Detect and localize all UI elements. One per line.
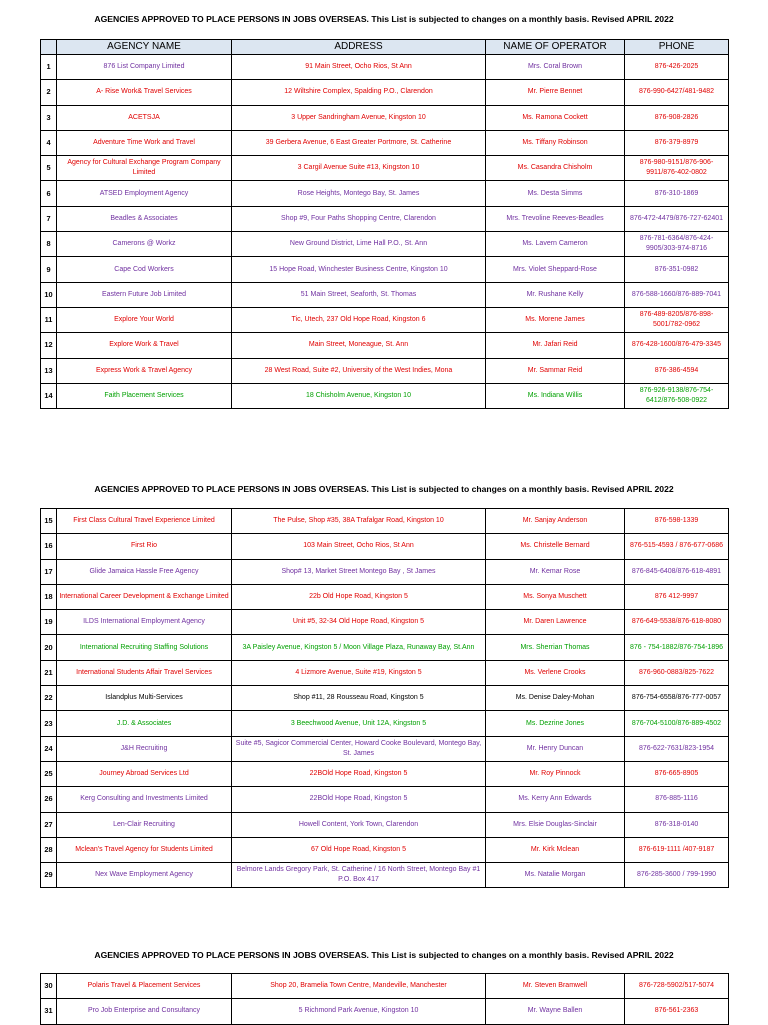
address-cell: Tic, Utech, 237 Old Hope Road, Kingston 6 (232, 307, 486, 332)
table-row (41, 509, 729, 534)
operator-cell: Ms. Tiffany Robinson (486, 130, 625, 155)
phone-cell: 876-885-1116 (625, 787, 729, 812)
row-number: 27 (41, 812, 57, 837)
address-cell: 4 Lizmore Avenue, Suite #19, Kingston 5 (232, 660, 486, 685)
phone-cell: 876-472-4479/876-727-62401 (625, 206, 729, 231)
address-cell: Shop #11, 28 Rousseau Road, Kingston 5 (232, 686, 486, 711)
operator-cell: Ms. Casandra Chisholm (486, 156, 625, 181)
address-cell: Unit #5, 32-34 Old Hope Road, Kingston 5 (232, 610, 486, 635)
phone-cell: 876-285-3600 / 799-1990 (625, 863, 729, 888)
phone-cell: 876 - 754-1882/876-754-1896 (625, 635, 729, 660)
phone-cell: 876-704-5100/876-889-4502 (625, 711, 729, 736)
operator-cell: Mrs. Elsie Douglas-Sinclair (486, 812, 625, 837)
row-number: 25 (41, 761, 57, 786)
agency-name-cell: Eastern Future Job Limited (57, 282, 232, 307)
address-cell: Rose Heights, Montego Bay, St. James (232, 181, 486, 206)
operator-cell: Mr. Daren Lawrence (486, 610, 625, 635)
table-row (41, 130, 729, 155)
operator-cell: Mr. Rushane Kelly (486, 282, 625, 307)
address-cell: 22b Old Hope Road, Kingston 5 (232, 584, 486, 609)
agency-table-1 (40, 39, 729, 409)
phone-cell: 876-379-8979 (625, 130, 729, 155)
operator-cell: Ms. Sonya Muschett (486, 584, 625, 609)
agency-name-cell: Islandplus Multi-Services (57, 686, 232, 711)
row-number: 18 (41, 584, 57, 609)
row-number: 1 (41, 55, 57, 80)
agency-name-cell: Nex Wave Employment Agency (57, 863, 232, 888)
table-row (41, 257, 729, 282)
table-row (41, 55, 729, 80)
address-cell: 15 Hope Road, Winchester Business Centre, Kingston 10 (232, 257, 486, 282)
address-cell: Shop #9, Four Paths Shopping Centre, Clarendon (232, 206, 486, 231)
operator-cell: Ms. Dezrine Jones (486, 711, 625, 736)
table-row (41, 181, 729, 206)
agency-table-2 (40, 508, 729, 888)
row-number: 13 (41, 358, 57, 383)
table-header-row (41, 40, 729, 55)
address-cell: 18 Chisholm Avenue, Kingston 10 (232, 383, 486, 408)
table-row (41, 660, 729, 685)
agency-name-cell: ACETSJA (57, 105, 232, 130)
phone-cell: 876-980-9151/876-906-9911/876-402-0802 (625, 156, 729, 181)
operator-cell: Ms. Christelle Bernard (486, 534, 625, 559)
agency-name-cell: Glide Jamaica Hassle Free Agency (57, 559, 232, 584)
operator-cell: Ms. Ramona Cockett (486, 105, 625, 130)
row-number: 26 (41, 787, 57, 812)
address-cell: 22BOld Hope Road, Kingston 5 (232, 761, 486, 786)
address-cell: 103 Main Street, Ocho Rios, St Ann (232, 534, 486, 559)
agency-name-cell: Journey Abroad Services Ltd (57, 761, 232, 786)
row-number: 5 (41, 156, 57, 181)
operator-cell: Mrs. Violet Sheppard-Rose (486, 257, 625, 282)
row-number: 10 (41, 282, 57, 307)
table-row (41, 610, 729, 635)
table-row (41, 358, 729, 383)
address-cell: 67 Old Hope Road, Kingston 5 (232, 837, 486, 862)
address-cell: Main Street, Moneague, St. Ann (232, 333, 486, 358)
operator-cell: Ms. Natalie Morgan (486, 863, 625, 888)
phone-cell: 876 412-9997 (625, 584, 729, 609)
operator-cell: Mr. Sanjay Anderson (486, 509, 625, 534)
phone-cell: 876-649-5538/876-618-8080 (625, 610, 729, 635)
phone-cell: 876-318-0140 (625, 812, 729, 837)
agency-name-cell: Pro Job Enterprise and Consultancy (57, 999, 232, 1024)
agency-name-cell: International Recruiting Staffing Solutions (57, 635, 232, 660)
address-cell: 5 Richmond Park Avenue, Kingston 10 (232, 999, 486, 1024)
phone-cell: 876-665-8905 (625, 761, 729, 786)
agency-name-cell: Adventure Time Work and Travel (57, 130, 232, 155)
row-number: 17 (41, 559, 57, 584)
phone-cell: 876-588-1660/876-889-7041 (625, 282, 729, 307)
operator-cell: Mrs. Coral Brown (486, 55, 625, 80)
address-cell: New Ground District, Lime Hall P.O., St. Ann (232, 232, 486, 257)
row-number: 2 (41, 80, 57, 105)
address-cell: 3 Upper Sandringham Avenue, Kingston 10 (232, 105, 486, 130)
row-number: 28 (41, 837, 57, 862)
operator-cell: Ms. Denise Daley-Mohan (486, 686, 625, 711)
address-cell: 22BOld Hope Road, Kingston 5 (232, 787, 486, 812)
row-number: 9 (41, 257, 57, 282)
phone-cell: 876-310-1869 (625, 181, 729, 206)
table-row (41, 559, 729, 584)
header-operator: NAME OF OPERATOR (486, 40, 625, 55)
row-number: 15 (41, 509, 57, 534)
row-number: 8 (41, 232, 57, 257)
row-number: 4 (41, 130, 57, 155)
page-heading-3: AGENCIES APPROVED TO PLACE PERSONS IN JOBS OVERSEAS. This List is subjected to changes on a monthly basis. Revised APRIL 2022 (94, 950, 674, 960)
agency-name-cell: First Class Cultural Travel Experience Limited (57, 509, 232, 534)
address-cell: 39 Gerbera Avenue, 6 East Greater Portmore, St. Catherine (232, 130, 486, 155)
table-row (41, 711, 729, 736)
phone-cell: 876-960-0883/825-7622 (625, 660, 729, 685)
agency-name-cell: J&H Recruiting (57, 736, 232, 761)
address-cell: Belmore Lands Gregory Park, St. Catherine / 16 North Street, Montego Bay #1 P.O. Box 417 (232, 863, 486, 888)
address-cell: Shop# 13, Market Street Montego Bay , St James (232, 559, 486, 584)
table-row (41, 282, 729, 307)
operator-cell: Mrs. Trevoline Reeves-Beadles (486, 206, 625, 231)
phone-cell: 876-515-4593 / 876-677-0686 (625, 534, 729, 559)
row-number: 7 (41, 206, 57, 231)
agency-name-cell: Len-Clair Recruiting (57, 812, 232, 837)
table-row (41, 863, 729, 888)
phone-cell: 876-489-8205/876-898-5001/782-0962 (625, 307, 729, 332)
agency-name-cell: Beadles & Associates (57, 206, 232, 231)
row-number: 30 (41, 974, 57, 999)
operator-cell: Mr. Pierre Bennet (486, 80, 625, 105)
address-cell: Suite #5, Sagicor Commercial Center, Howard Cooke Boulevard, Montego Bay, St. James (232, 736, 486, 761)
phone-cell: 876-561-2363 (625, 999, 729, 1024)
agency-name-cell: International Students Affair Travel Services (57, 660, 232, 685)
row-number: 31 (41, 999, 57, 1024)
header-agency-name: AGENCY NAME (57, 40, 232, 55)
agency-name-cell: Kerg Consulting and Investments Limited (57, 787, 232, 812)
agency-name-cell: J.D. & Associates (57, 711, 232, 736)
header-phone: PHONE (625, 40, 729, 55)
row-number: 14 (41, 383, 57, 408)
operator-cell: Mr. Sammar Reid (486, 358, 625, 383)
phone-cell: 876-728-5902/517-5074 (625, 974, 729, 999)
operator-cell: Mrs. Sherrian Thomas (486, 635, 625, 660)
address-cell: Shop 20, Bramelia Town Centre, Mandeville, Manchester (232, 974, 486, 999)
operator-cell: Ms. Morene James (486, 307, 625, 332)
phone-cell: 876-428-1600/876-479-3345 (625, 333, 729, 358)
table-row (41, 333, 729, 358)
table-row (41, 974, 729, 999)
header-index (41, 40, 57, 55)
table-row (41, 736, 729, 761)
agency-name-cell: Explore Your World (57, 307, 232, 332)
agency-name-cell: International Career Development & Exchange Limited (57, 584, 232, 609)
row-number: 22 (41, 686, 57, 711)
phone-cell: 876-990-6427/481-9482 (625, 80, 729, 105)
operator-cell: Ms. Verlene Crooks (486, 660, 625, 685)
agency-table-3 (40, 973, 729, 1025)
table-row (41, 307, 729, 332)
operator-cell: Mr. Steven Bramwell (486, 974, 625, 999)
table-row (41, 232, 729, 257)
row-number: 11 (41, 307, 57, 332)
agency-name-cell: Agency for Cultural Exchange Program Company Limited (57, 156, 232, 181)
agency-name-cell: Mclean's Travel Agency for Students Limited (57, 837, 232, 862)
phone-cell: 876-426-2025 (625, 55, 729, 80)
phone-cell: 876-781-6364/876-424-9905/303-974-8716 (625, 232, 729, 257)
operator-cell: Ms. Lavern Cameron (486, 232, 625, 257)
operator-cell: Mr. Roy Pinnock (486, 761, 625, 786)
table-row (41, 787, 729, 812)
table-row (41, 812, 729, 837)
header-address: ADDRESS (232, 40, 486, 55)
agency-name-cell: 876 List Company Limited (57, 55, 232, 80)
table-row (41, 156, 729, 181)
phone-cell: 876-351-0982 (625, 257, 729, 282)
agency-name-cell: Explore Work & Travel (57, 333, 232, 358)
phone-cell: 876-845-6408/876-618-4891 (625, 559, 729, 584)
row-number: 6 (41, 181, 57, 206)
table-row (41, 206, 729, 231)
agency-name-cell: ATSED Employment Agency (57, 181, 232, 206)
table-row (41, 383, 729, 408)
phone-cell: 876-619-1111 /407-9187 (625, 837, 729, 862)
address-cell: The Pulse, Shop #35, 38A Trafalgar Road, Kingston 10 (232, 509, 486, 534)
agency-name-cell: First Rio (57, 534, 232, 559)
phone-cell: 876-926-9138/876-754-6412/876-508-0922 (625, 383, 729, 408)
address-cell: 28 West Road, Suite #2, University of the West Indies, Mona (232, 358, 486, 383)
page-heading-2: AGENCIES APPROVED TO PLACE PERSONS IN JOBS OVERSEAS. This List is subjected to changes on a monthly basis. Revised APRIL 2022 (94, 484, 674, 494)
agency-name-cell: Polaris Travel & Placement Services (57, 974, 232, 999)
phone-cell: 876-598-1339 (625, 509, 729, 534)
table-row (41, 999, 729, 1024)
agency-name-cell: A- Rise Work& Travel Services (57, 80, 232, 105)
address-cell: 51 Main Street, Seaforth, St. Thomas (232, 282, 486, 307)
agency-name-cell: Camerons @ Workz (57, 232, 232, 257)
table-row (41, 686, 729, 711)
table-row (41, 761, 729, 786)
address-cell: 91 Main Street, Ocho Rios, St Ann (232, 55, 486, 80)
table-row (41, 635, 729, 660)
row-number: 19 (41, 610, 57, 635)
operator-cell: Mr. Kemar Rose (486, 559, 625, 584)
agency-name-cell: ILDS International Employment Agency (57, 610, 232, 635)
phone-cell: 876-386-4594 (625, 358, 729, 383)
agency-name-cell: Express Work & Travel Agency (57, 358, 232, 383)
table-row (41, 584, 729, 609)
table-row (41, 837, 729, 862)
page-heading-1: AGENCIES APPROVED TO PLACE PERSONS IN JOBS OVERSEAS. This List is subjected to changes on a monthly basis. Revised APRIL 2022 (94, 14, 674, 24)
table-row (41, 534, 729, 559)
row-number: 12 (41, 333, 57, 358)
phone-cell: 876-908-2826 (625, 105, 729, 130)
operator-cell: Ms. Desta Simms (486, 181, 625, 206)
address-cell: 3 Cargil Avenue Suite #13, Kingston 10 (232, 156, 486, 181)
operator-cell: Ms. Indiana Willis (486, 383, 625, 408)
table-row (41, 105, 729, 130)
table-row (41, 80, 729, 105)
phone-cell: 876-622-7631/823-1954 (625, 736, 729, 761)
address-cell: 3 Beechwood Avenue, Unit 12A, Kingston 5 (232, 711, 486, 736)
row-number: 3 (41, 105, 57, 130)
operator-cell: Mr. Jafari Reid (486, 333, 625, 358)
row-number: 20 (41, 635, 57, 660)
operator-cell: Ms. Kerry Ann Edwards (486, 787, 625, 812)
phone-cell: 876-754-6558/876-777-0057 (625, 686, 729, 711)
row-number: 21 (41, 660, 57, 685)
address-cell: 12 Wiltshire Complex, Spalding P.O., Clarendon (232, 80, 486, 105)
row-number: 16 (41, 534, 57, 559)
operator-cell: Mr. Kirk Mclean (486, 837, 625, 862)
address-cell: 3A Paisley Avenue, Kingston 5 / Moon Village Plaza, Runaway Bay, St.Ann (232, 635, 486, 660)
row-number: 23 (41, 711, 57, 736)
agency-name-cell: Cape Cod Workers (57, 257, 232, 282)
address-cell: Howell Content, York Town, Clarendon (232, 812, 486, 837)
operator-cell: Mr. Henry Duncan (486, 736, 625, 761)
row-number: 24 (41, 736, 57, 761)
agency-name-cell: Faith Placement Services (57, 383, 232, 408)
row-number: 29 (41, 863, 57, 888)
operator-cell: Mr. Wayne Ballen (486, 999, 625, 1024)
